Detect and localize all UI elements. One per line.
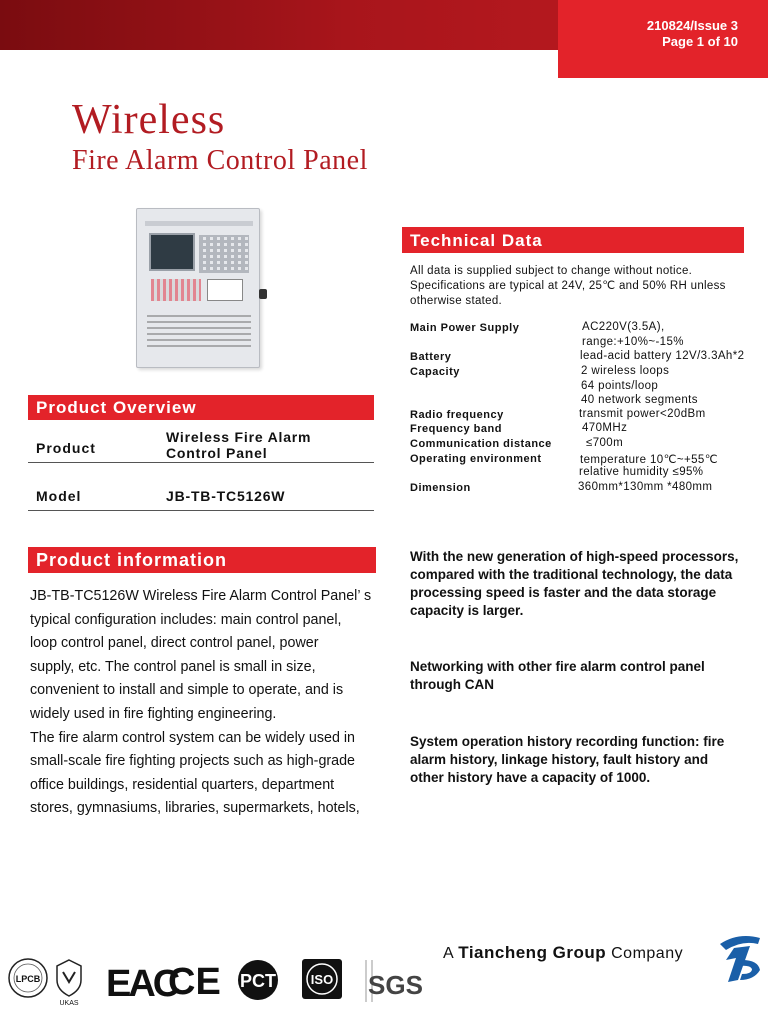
info-line: loop control panel, direct control panel, power [30, 635, 319, 652]
overview-product-label: Product [36, 440, 96, 456]
spec-value-capacity-1: 2 wireless loops [581, 365, 670, 377]
spec-value-environment-2: relative humidity ≤95% [579, 466, 704, 478]
spec-value-dimension: 360mm*130mm *480mm [578, 481, 713, 493]
page-title: Wireless [72, 97, 226, 143]
spec-value-battery: lead-acid battery 12V/3.3Ah*2 [580, 350, 745, 362]
ce-logo [168, 960, 221, 1003]
overview-product-value-2: Control Panel [166, 445, 268, 461]
info-line: JB-TB-TC5126W Wireless Fire Alarm Control Panel’ s [30, 588, 372, 604]
spec-label-capacity: Capacity [410, 366, 460, 378]
technical-data-heading: Technical Data [402, 227, 744, 253]
feature-processing: With the new generation of high-speed processors, compared with the traditional technology, the data processing speed is faster and the data storage capacity is larger. [410, 549, 739, 618]
sgs-logo [362, 958, 422, 1004]
feature-history: System operation history recording function: fire alarm history, linkage history, fault history and other history have a capacity of 1000. [410, 734, 725, 785]
overview-product-value-1: Wireless Fire Alarm [166, 429, 312, 445]
spec-value-power-2: range:+10%~-15% [582, 336, 684, 348]
info-line: convenient to install and simple to operate, and is [30, 682, 344, 699]
spec-value-capacity-2: 64 points/loop [581, 380, 659, 392]
spec-label-band: Frequency band [410, 423, 502, 435]
spec-value-capacity-3: 40 network segments [581, 394, 698, 406]
ukas-text: UKAS [59, 1000, 79, 1007]
pct-logo [236, 958, 282, 1002]
eac-logo [105, 960, 178, 1005]
technical-data-note: All data is supplied subject to change without notice. Specifications are typical at 24V, 25℃ and 50% RH unless otherwise stated. [410, 265, 726, 307]
info-line: stores, gymnasiums, libraries, supermarkets, hotels, [30, 800, 360, 817]
info-line: widely used in fire fighting engineering. [30, 705, 277, 722]
sgs-text: SGS [368, 970, 423, 1000]
page-number: Page 1 of 10 [662, 34, 738, 49]
spec-label-battery: Battery [410, 351, 452, 363]
company-suffix: Company [611, 945, 684, 962]
overview-model-label: Model [36, 488, 82, 504]
panel-label-strip [145, 221, 253, 226]
spec-value-power-1: AC220V(3.5A), [582, 321, 665, 333]
product-image [136, 208, 260, 368]
spec-label-environment: Operating environment [410, 453, 542, 465]
overview-model-value: JB-TB-TC5126W [166, 488, 286, 504]
overview-divider [28, 510, 374, 511]
issue-box [558, 0, 768, 78]
spec-label-main-power: Main Power Supply [410, 322, 520, 334]
pct-text: PCT [240, 971, 276, 991]
panel-indicators [151, 279, 201, 301]
spec-value-radio: transmit power<20dBm [579, 408, 706, 420]
company-prefix: A [443, 945, 454, 962]
spec-label-dimension: Dimension [410, 482, 471, 494]
product-information-heading: Product information [28, 547, 376, 573]
feature-networking: Networking with other fire alarm control panel through CAN [410, 659, 705, 692]
panel-printer [207, 279, 243, 301]
tiancheng-logo [714, 930, 764, 986]
iso-text: ISO [310, 972, 334, 987]
spec-value-band: 470MHz [582, 422, 628, 434]
panel-zone-labels [147, 311, 251, 347]
ukas-logo [54, 958, 84, 1014]
issue-number: 210824/Issue 3 [646, 18, 738, 33]
info-line: typical configuration includes: main control panel, [30, 611, 342, 628]
product-information-body [30, 585, 390, 821]
product-overview-heading: Product Overview [28, 395, 374, 420]
info-line: office buildings, residential quarters, department [30, 776, 335, 793]
lpcb-logo [6, 956, 50, 1006]
spec-value-communication: ≤700m [586, 437, 624, 449]
company-name: Tiancheng Group [458, 943, 607, 962]
spec-value-environment-1: temperature 10℃~+55℃ [580, 454, 719, 466]
overview-divider [28, 462, 374, 463]
info-line: supply, etc. The control panel is small in size, [30, 658, 316, 675]
info-line: small-scale fire fighting projects such as high-grade [30, 753, 356, 770]
spec-label-radio: Radio frequency [410, 409, 504, 421]
spec-label-communication: Communication distance [410, 438, 552, 450]
panel-keypad [199, 235, 249, 273]
info-line: The fire alarm control system can be widely used in [30, 729, 355, 746]
panel-key-lock [259, 289, 267, 299]
panel-display [149, 233, 195, 271]
company-tagline [443, 943, 683, 963]
ce-text: CE [168, 961, 221, 1003]
page-subtitle: Fire Alarm Control Panel [72, 145, 368, 176]
iso-logo [301, 958, 343, 1000]
eac-text: EAC [106, 963, 178, 1005]
lpcb-text: LPCB [15, 974, 41, 984]
